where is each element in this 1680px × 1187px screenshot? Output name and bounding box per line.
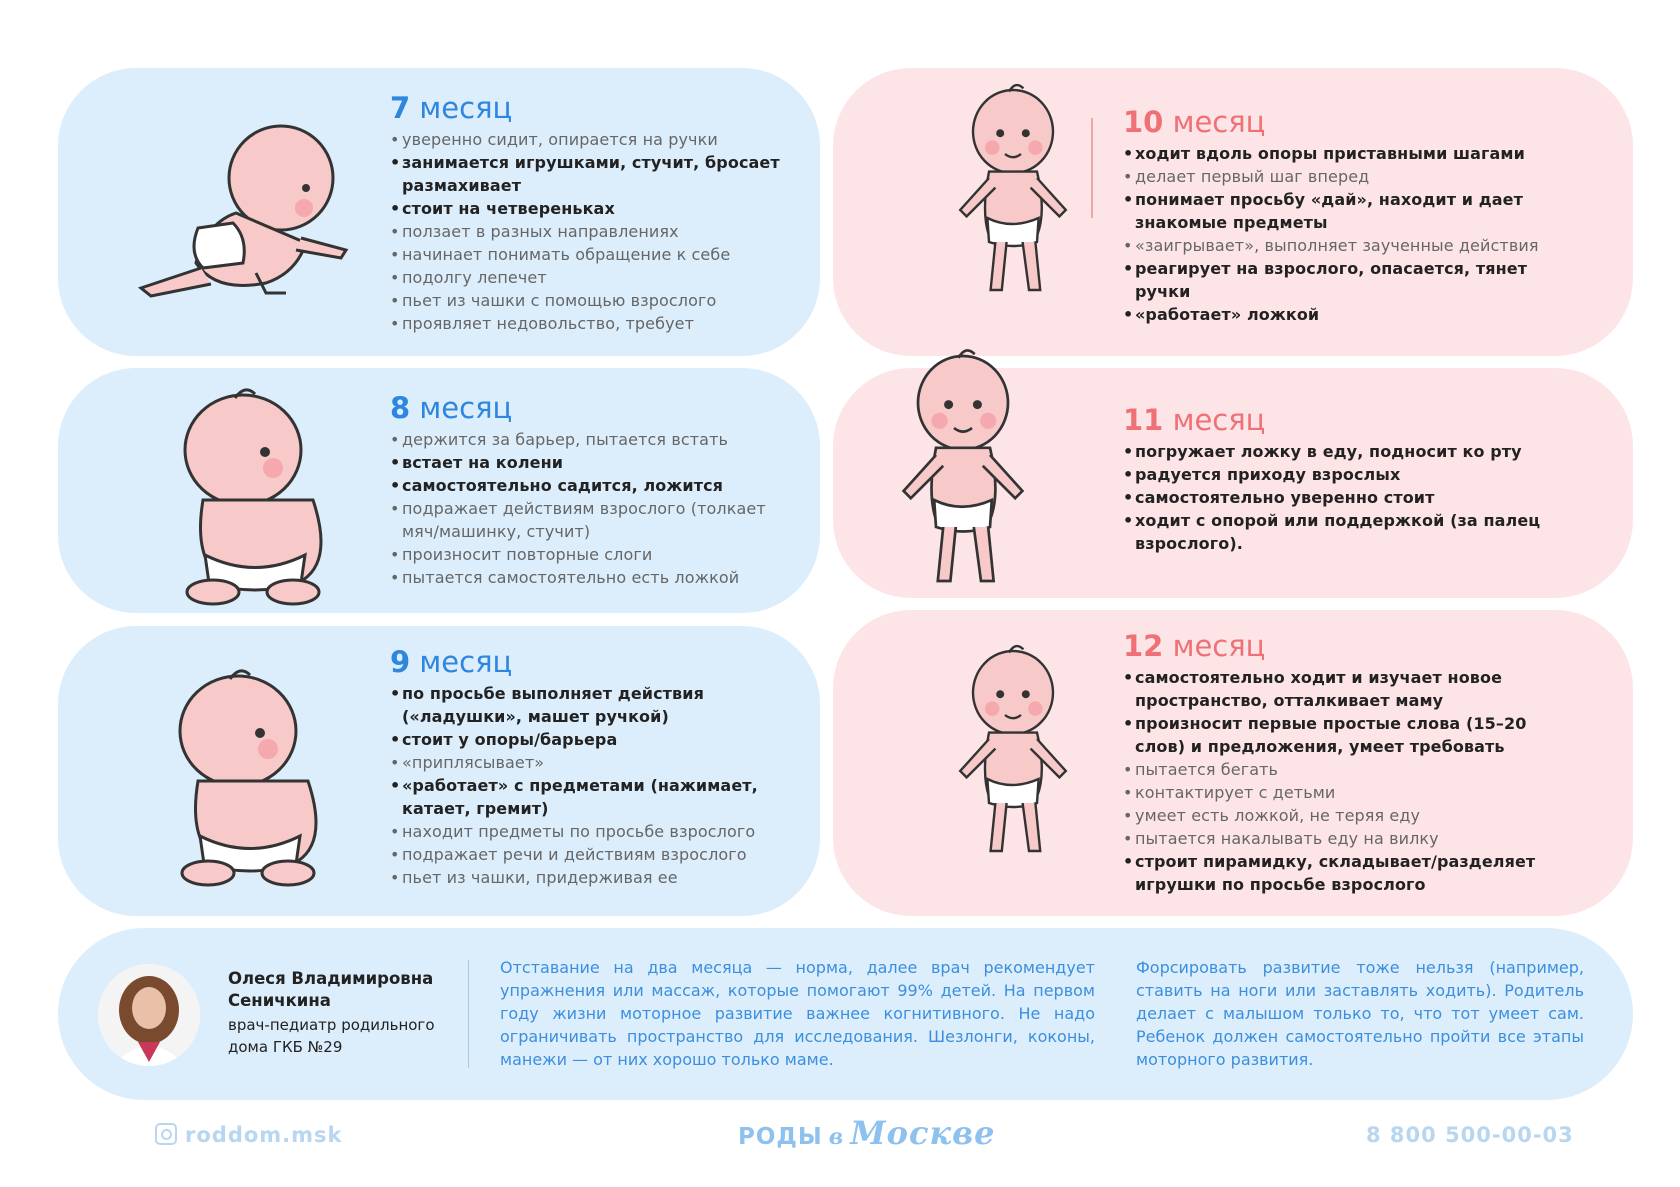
walking-baby-illustration	[873, 328, 1053, 618]
brand-logo	[738, 1114, 995, 1152]
list-item: • пьет из чашки, придерживая ее	[390, 866, 800, 889]
month-7-info	[390, 92, 800, 335]
list-item: • понимает просьбу «дай», находит и дает знакомые предметы	[1123, 188, 1573, 234]
list-item: • по просьбе выполняет действия («ладушки», машет ручкой)	[390, 682, 800, 728]
list-item: • «работает» с предметами (нажимает, катает, гремит)	[390, 774, 800, 820]
list-item: • строит пирамидку, складывает/разделяет игрушки по просьбе взрослого	[1123, 850, 1573, 896]
card-month-9	[58, 626, 820, 916]
month-7-title: 7 месяц	[390, 91, 513, 125]
month-10-info	[1123, 106, 1573, 326]
instagram-handle[interactable]	[155, 1123, 342, 1147]
month-11-info	[1123, 404, 1573, 555]
footer-divider	[468, 960, 469, 1068]
instagram-icon	[155, 1123, 177, 1145]
month-8-title: 8 месяц	[390, 391, 513, 425]
instagram-text: roddom.msk	[185, 1123, 343, 1147]
list-item: • произносит первые простые слова (15–20 слов) и предложения, умеет требовать	[1123, 712, 1573, 758]
divider-line	[1091, 118, 1093, 218]
month-8-list	[390, 428, 800, 589]
list-item: • пьет из чашки с помощью взрослого	[390, 289, 800, 312]
list-item: • умеет есть ложкой, не теряя еду	[1123, 804, 1573, 827]
phone-number[interactable]: 8 800 500-00-03	[1366, 1123, 1574, 1147]
logo-word-3: Москве	[850, 1114, 996, 1152]
list-item: • делает первый шаг вперед	[1123, 165, 1573, 188]
list-item: • встает на колени	[390, 451, 800, 474]
list-item: • ползает в разных направлениях	[390, 220, 800, 243]
list-item: • стоит на четвереньках	[390, 197, 800, 220]
sitting-waving-baby-illustration	[143, 380, 343, 610]
list-item: • «работает» ложкой	[1123, 303, 1573, 326]
list-item: • ходит с опорой или поддержкой (за палец взрослого).	[1123, 509, 1573, 555]
card-month-7	[58, 68, 820, 356]
month-9-title: 9 месяц	[390, 645, 513, 679]
list-item: • пытается накалывать еду на вилку	[1123, 827, 1573, 850]
author-name: Олеся Владимировна Сеничкина	[228, 969, 434, 1010]
crawling-baby-illustration	[126, 118, 366, 318]
list-item: • находит предметы по просьбе взрослого	[390, 820, 800, 843]
list-item: • проявляет недовольство, требует	[390, 312, 800, 335]
expert-note-2: Форсировать развитие тоже нельзя (например, ставить на ноги или заставлять ходить). Родитель делает с малышом только то, что тот умеет сам. Ребенок должен самостоятельно пройти все этапы моторного развития.	[1136, 958, 1584, 1069]
card-month-11	[833, 368, 1633, 598]
card-month-12	[833, 610, 1633, 916]
standing-baby-illustration	[933, 54, 1093, 334]
list-item: • радуется приходу взрослых	[1123, 463, 1573, 486]
list-item: • стоит у опоры/барьера	[390, 728, 800, 751]
month-12-title: 12 месяц	[1123, 629, 1266, 663]
month-11-list	[1123, 440, 1573, 555]
list-item: • произносит повторные слоги	[390, 543, 800, 566]
list-item: • уверенно сидит, опирается на ручки	[390, 128, 800, 151]
month-12-list	[1123, 666, 1573, 896]
avatar	[98, 964, 200, 1066]
toddler-walking-illustration	[933, 610, 1093, 900]
author-role: врач-педиатр родильного дома ГКБ №29	[228, 1016, 435, 1056]
list-item: • контактирует с детьми	[1123, 781, 1573, 804]
list-item: • начинает понимать обращение к себе	[390, 243, 800, 266]
expert-comment-card	[58, 928, 1633, 1100]
list-item: • «заигрывает», выполняет заученные действия	[1123, 234, 1573, 257]
list-item: • погружает ложку в еду, подносит ко рту	[1123, 440, 1573, 463]
month-9-list	[390, 682, 800, 889]
card-month-8	[58, 368, 820, 613]
month-11-title: 11 месяц	[1123, 403, 1266, 437]
month-7-list	[390, 128, 800, 335]
list-item: • пытается бегать	[1123, 758, 1573, 781]
list-item: • подолгу лепечет	[390, 266, 800, 289]
logo-word-2: в	[828, 1124, 845, 1150]
list-item: • пытается самостоятельно есть ложкой	[390, 566, 800, 589]
list-item: • самостоятельно садится, ложится	[390, 474, 800, 497]
list-item: • подражает действиям взрослого (толкает мяч/машинку, стучит)	[390, 497, 800, 543]
list-item: • держится за барьер, пытается встать	[390, 428, 800, 451]
month-8-info	[390, 392, 800, 589]
expert-note-1: Отставание на два месяца — норма, далее врач рекомендует упражнения или массаж, которые помогают 99% детей. На первом году жизни моторное развитие важнее когнитивного. Не надо ограничивать пространство для исследования. Шезлонги, коконы, манежи — от них хорошо только маме.	[500, 958, 1095, 1069]
list-item: • реагирует на взрослого, опасается, тянет ручки	[1123, 257, 1573, 303]
month-12-info	[1123, 630, 1573, 896]
card-month-10	[833, 68, 1633, 356]
list-item: • занимается игрушками, стучит, бросает размахивает	[390, 151, 800, 197]
month-10-list	[1123, 142, 1573, 326]
list-item: • самостоятельно уверенно стоит	[1123, 486, 1573, 509]
logo-word-1: РОДЫ	[738, 1124, 823, 1150]
list-item: • «приплясывает»	[390, 751, 800, 774]
list-item: • самостоятельно ходит и изучает новое пространство, отталкивает маму	[1123, 666, 1573, 712]
month-10-title: 10 месяц	[1123, 105, 1266, 139]
month-9-info	[390, 646, 800, 889]
list-item: • подражает речи и действиям взрослого	[390, 843, 800, 866]
sitting-baby-illustration	[138, 661, 338, 891]
list-item: • ходит вдоль опоры приставными шагами	[1123, 142, 1573, 165]
